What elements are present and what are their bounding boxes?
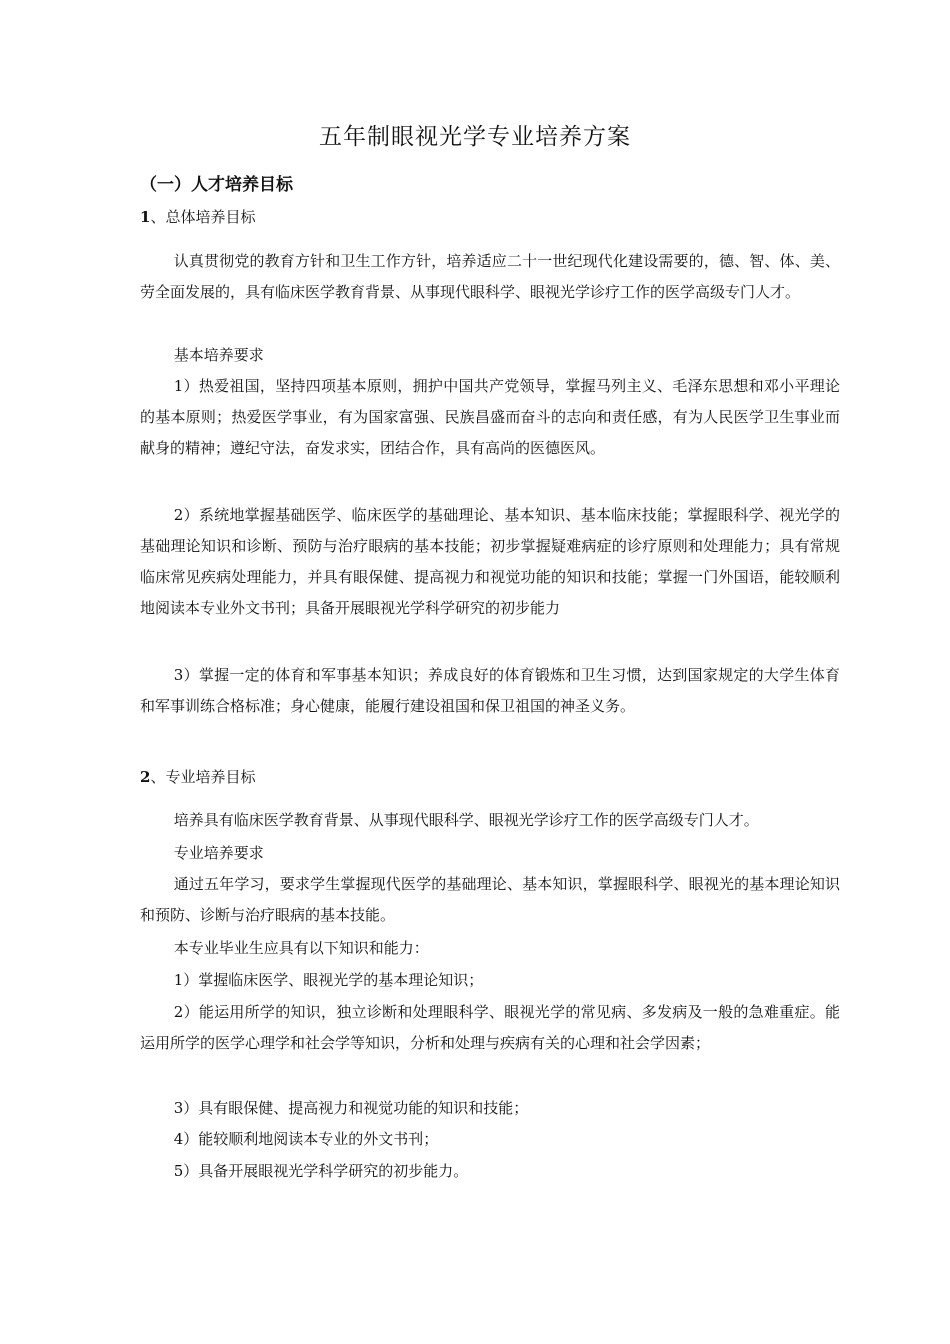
basic-requirement-2: 2）系统地掌握基础医学、临床医学的基础理论、基本知识、基本临床技能；掌握眼科学、视光学的基础理论知识和诊断、预防与治疗眼病的基本技能；初步掌握疑难病症的诊疗原则和处理能力；具有常规临床常见疾病处理能力，并具有眼保健、提高视力和视觉功能的知识和技能；掌握一门外国语，能较顺利地阅读本专业外文书刊；具备开展眼视光学科学研究的初步能力 (140, 506, 840, 617)
overall-goals-paragraph: 认真贯彻党的教育方针和卫生工作方针，培养适应二十一世纪现代化建设需要的，德、智、体、美、劳全面发展的，具有临床医学教育背景、从事现代眼科学、眼视光学诊疗工作的医学高级专门人才。 (140, 252, 840, 301)
professional-requirements-heading: 专业培养要求 (173, 844, 264, 862)
subheading-text: 、总体培养目标 (150, 208, 256, 226)
ability-item-1: 1）掌握临床医学、眼视光学的基本理论知识； (173, 971, 484, 989)
professional-requirements-paragraph: 通过五年学习，要求学生掌握现代医学的基础理论、基本知识，掌握眼科学、眼视光的基本理论知识和预防、诊断与治疗眼病的基本技能。 (140, 875, 840, 924)
basic-requirement-3: 3）掌握一定的体育和军事基本知识；养成良好的体育锻炼和卫生习惯，达到国家规定的大学生体育和军事训练合格标准；身心健康，能履行建设祖国和保卫祖国的神圣义务。 (140, 666, 840, 715)
document-title: 五年制眼视光学专业培养方案 (319, 124, 631, 150)
ability-item-3: 3）具有眼保健、提高视力和视觉功能的知识和技能； (173, 1099, 529, 1117)
subheading-number: 1 (140, 208, 151, 226)
ability-item-4: 4）能较顺利地阅读本专业的外文书刊； (173, 1130, 439, 1148)
section-heading-talent-goals: （一）人才培养目标 (140, 175, 293, 195)
subheading-number: 2 (140, 768, 151, 786)
basic-requirements-heading: 基本培养要求 (173, 346, 264, 364)
subheading-overall-goals (140, 206, 255, 227)
professional-goals-paragraph: 培养具有临床医学教育背景、从事现代眼科学、眼视光学诊疗工作的医学高级专门人才。 (173, 811, 759, 829)
subheading-text: 、专业培养目标 (150, 768, 256, 786)
subheading-professional-goals (140, 766, 255, 787)
ability-item-2: 2）能运用所学的知识，独立诊断和处理眼科学、眼视光学的常见病、多发病及一般的急难重症。能运用所学的医学心理学和社会学等知识，分析和处理与疾病有关的心理和社会学因素； (140, 1003, 840, 1052)
abilities-heading: 本专业毕业生应具有以下知识和能力： (173, 939, 429, 957)
basic-requirement-1: 1）热爱祖国，坚持四项基本原则，拥护中国共产党领导，掌握马列主义、毛泽东思想和邓小平理论的基本原则；热爱医学事业，有为国家富强、民族昌盛而奋斗的志向和责任感，有为人民医学卫生事业而献身的精神；遵纪守法，奋发求实，团结合作，具有高尚的医德医风。 (140, 377, 840, 457)
ability-item-5: 5）具备开展眼视光学科学研究的初步能力。 (173, 1162, 469, 1180)
